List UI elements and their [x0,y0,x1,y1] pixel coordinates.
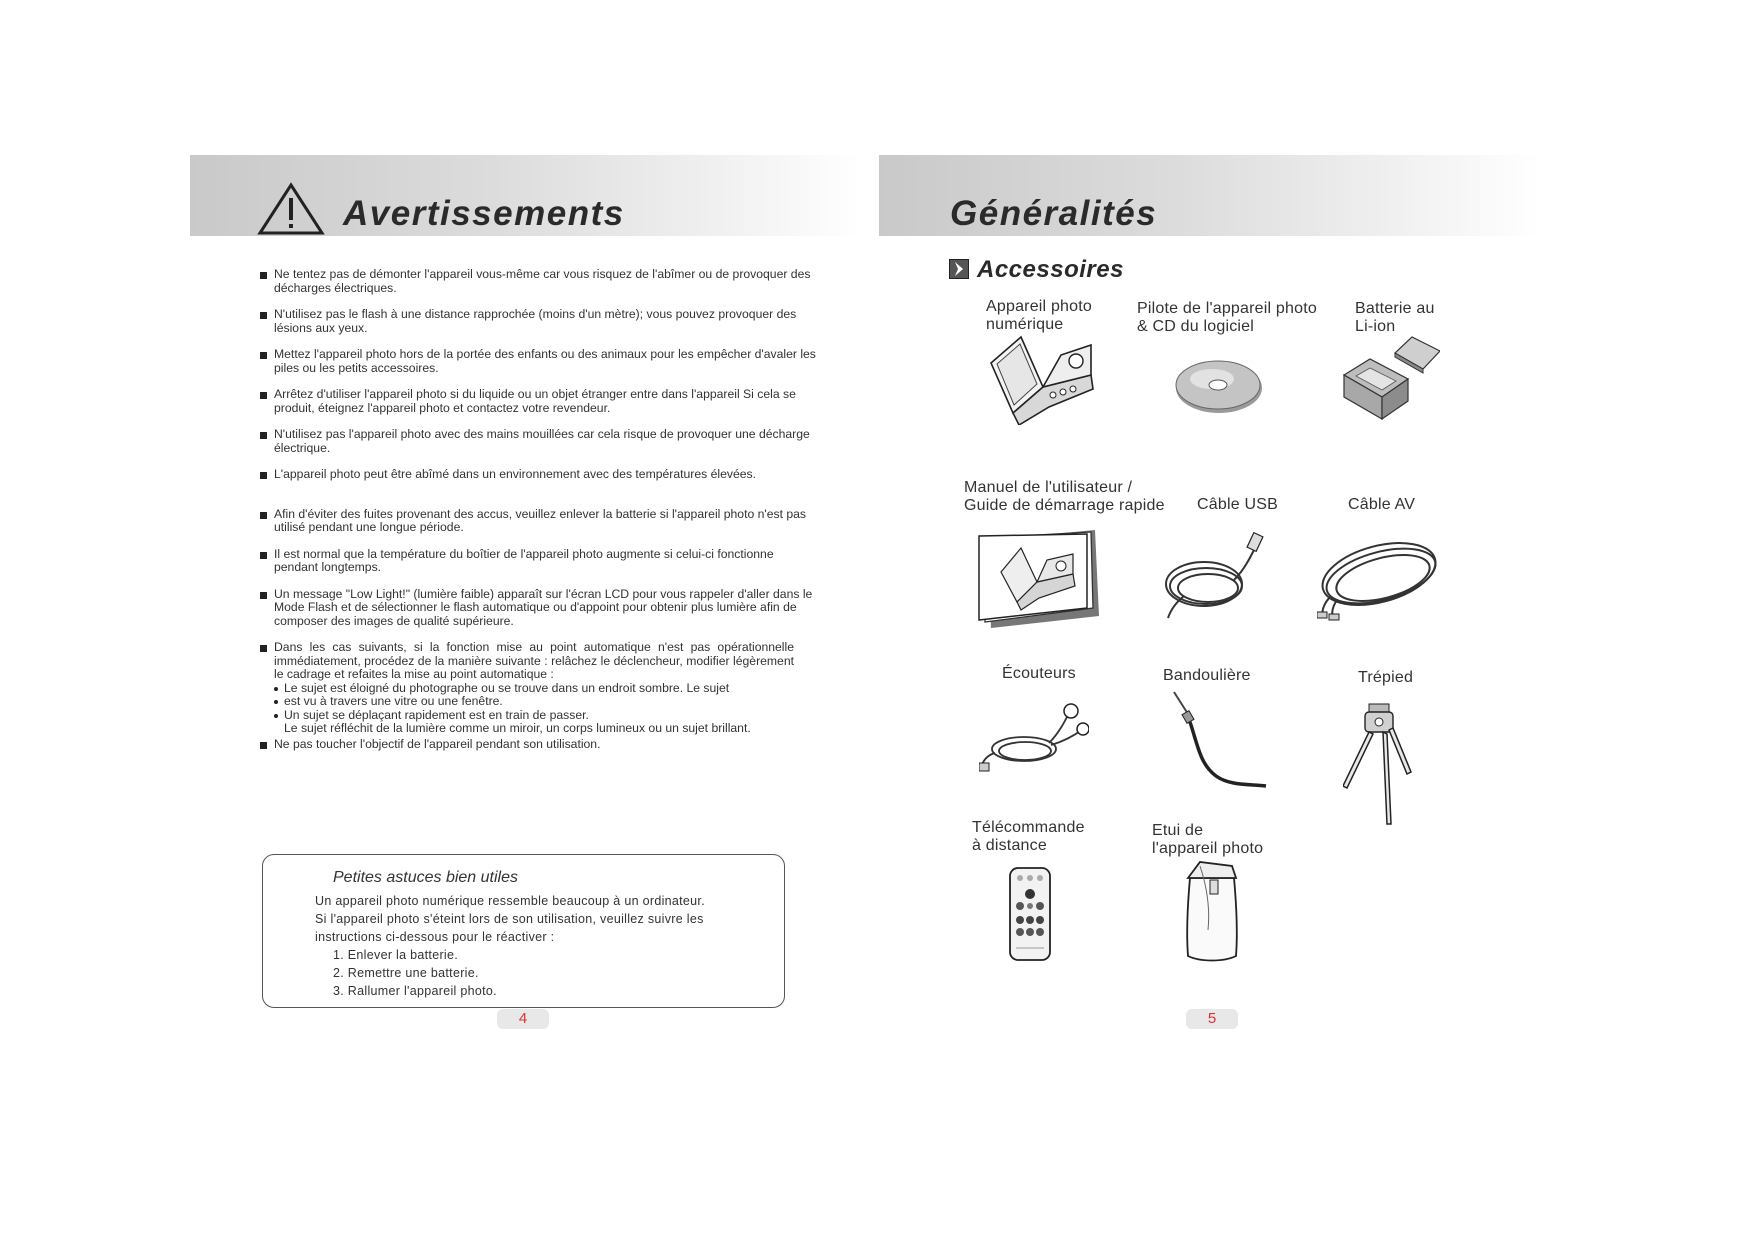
warning-item-autofocus: Dans les cas suivants, si la fonction mise au point automatique n'est pas opérationnelle immédiatement, procédez de la manière suivante : relâchez le déclencheur, modifier légèrement le cadrage et refaites la mise au point automatique : Le sujet est éloigné du photographe ou se trouve dans un endroit sombre. Le sujet est vu à travers une vitre ou une fenêtre. Un sujet se déplaçant rapidement est en train de passer. Le sujet réfléchit de la lumière comme un miroir, un corps lumineux ou un sujet brillant. [260,641,794,736]
warning-triangle-icon [257,182,325,236]
autofocus-case: est vu à travers une vitre ou une fenêtre. [274,695,794,709]
autofocus-case: Le sujet réfléchit de la lumière comme un miroir, un corps lumineux ou un sujet brillant. [284,721,751,735]
li-ion-battery-icon [1340,335,1440,420]
earphones-icon [979,703,1089,773]
warning-item: Arrêtez d'utiliser l'appareil photo si du liquide ou un objet étranger entre dans l'appareil Si cela se produit, éteignez l'appareil photo et contactez votre revendeur. [260,388,820,415]
page-number-left: 4 [497,1009,549,1029]
square-bullet-icon [260,592,267,599]
warning-item: Afin d'éviter des fuites provenant des accus, veuillez enlever la batterie si l'appareil photo n'est pas utilisé pendant une longue période. [260,508,820,535]
accessory-label-earphones: Écouteurs [1002,665,1076,682]
accessory-label-strap: Bandoulière [1163,667,1251,684]
square-bullet-icon [260,742,267,749]
tips-text: Un appareil photo numérique ressemble beaucoup à un ordinateur. Si l'appareil photo s'éteint lors de son utilisation, veuillez suivre les instructions ci-dessous pour le réactiver : 1. Enlever la batterie. 2. Remettre une batterie. 3. Rallumer l'appareil photo. [315,892,755,1000]
accessory-label-usb: Câble USB [1197,496,1278,513]
square-bullet-icon [260,272,267,279]
tips-step: 2. Remettre une batterie. [333,966,479,980]
warnings-list [260,268,820,764]
round-bullet-icon [274,700,278,704]
warning-item: N'utilisez pas l'appareil photo avec des mains mouillées car cela risque de provoquer une décharge électrique. [260,428,820,455]
av-cable-icon [1317,536,1442,621]
tips-box [262,854,785,1008]
section-title-accessoires: Accessoires [977,256,1124,283]
page-title-generalites: Généralités [950,194,1158,233]
cd-disc-icon [1174,355,1264,415]
square-bullet-icon [260,392,267,399]
remote-control-icon [1008,866,1052,962]
square-bullet-icon [260,432,267,439]
autofocus-cases-list [274,682,794,736]
accessory-label-tripod: Trépied [1358,669,1414,686]
warning-item: N'utilisez pas le flash à une distance rapprochée (moins d'un mètre); vous pouvez provoquer des lésions aux yeux. [260,308,820,335]
accessory-label-battery: Batterie au Li-ion [1355,300,1435,335]
warning-item: Mettez l'appareil photo hors de la portée des enfants ou des animaux pour les empêcher d'avaler les piles ou les petits accessoires. [260,348,820,375]
accessory-label-case: Etui de l'appareil photo [1152,822,1264,857]
tips-step: 1. Enlever la batterie. [333,948,459,962]
digital-camera-icon [983,335,1098,425]
shoulder-strap-icon [1170,690,1270,790]
camera-case-icon [1180,860,1242,965]
section-chevron-icon [949,259,969,279]
square-bullet-icon [260,472,267,479]
square-bullet-icon [260,312,267,319]
square-bullet-icon [260,352,267,359]
tips-step: 3. Rallumer l'appareil photo. [333,984,497,998]
round-bullet-icon [274,687,278,691]
accessory-label-camera: Appareil photo numérique [986,298,1092,333]
accessory-label-cd: Pilote de l'appareil photo & CD du logiciel [1137,300,1317,335]
page-right [877,0,1755,1240]
autofocus-case: Le sujet est éloigné du photographe ou se trouve dans un endroit sombre. Le sujet [274,682,794,696]
tips-steps-list [315,946,755,1000]
warning-item: Il est normal que la température du boîtier de l'appareil photo augmente si celui-ci fonctionne pendant longtemps. [260,548,820,575]
square-bullet-icon [260,512,267,519]
accessory-label-manual: Manuel de l'utilisateur / Guide de démarrage rapide [964,479,1165,514]
tripod-icon [1343,700,1413,830]
page-title-avertissements: Avertissements [343,194,625,233]
usb-cable-icon [1164,530,1274,620]
warning-item: Ne pas toucher l'objectif de l'appareil pendant son utilisation. [260,738,820,752]
page-left [0,0,877,1240]
round-bullet-icon [274,714,278,718]
square-bullet-icon [260,645,267,652]
page-number-right: 5 [1186,1009,1238,1029]
autofocus-case: Un sujet se déplaçant rapidement est en train de passer. [274,709,794,723]
warning-item: Un message "Low Light!" (lumière faible) apparaît sur l'écran LCD pour vous rappeler d'aller dans le Mode Flash et de sélectionner le flash automatique ou d'appoint pour obtenir plus lumière afin de composer des images de qualité supérieure. [260,588,820,629]
square-bullet-icon [260,552,267,559]
warning-item: Ne tentez pas de démonter l'appareil vous-même car vous risquez de l'abîmer ou de provoquer des décharges électriques. [260,268,820,295]
tips-title: Petites astuces bien utiles [333,869,518,886]
user-manual-icon [977,528,1102,631]
warning-item: L'appareil photo peut être abîmé dans un environnement avec des températures élevées. [260,468,820,482]
accessory-label-remote: Télécommande à distance [972,819,1085,854]
accessory-label-av: Câble AV [1348,496,1416,513]
